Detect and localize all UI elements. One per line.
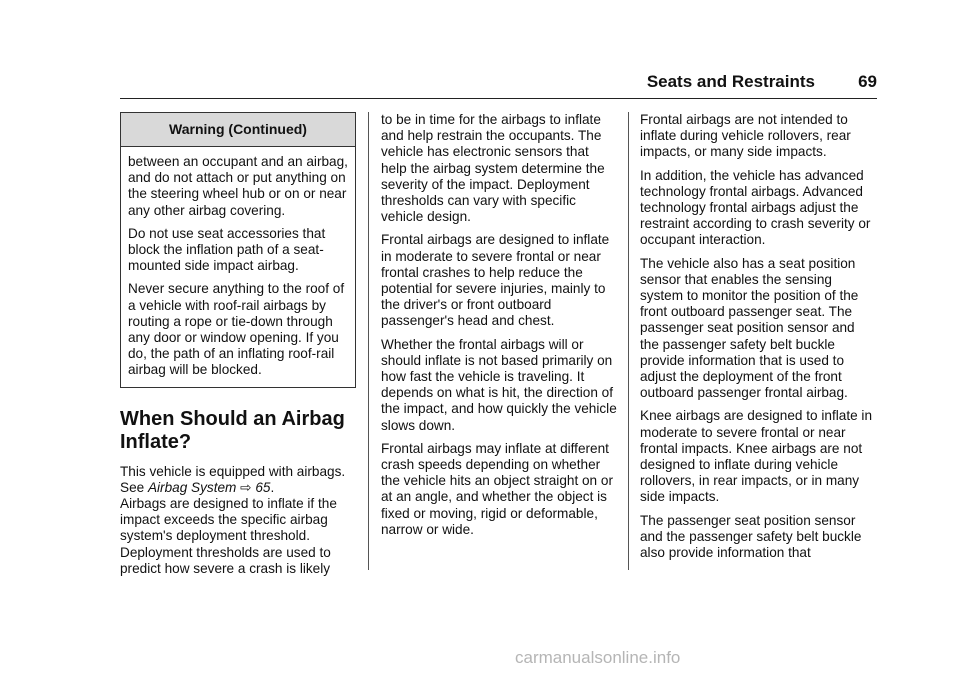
intro-text: This vehicle is equipped with airbags. See	[120, 463, 346, 495]
paragraph: The vehicle also has a seat position sensor that enables the sensing system to monitor the position of the front outboard passenger seat. The passenger seat position sensor and the passenger safety belt buckle provide information that is used to adjust the deployment of the front outboard passenger frontal airbag.	[640, 255, 859, 401]
section-heading: When Should an Airbag Inflate?	[120, 407, 345, 453]
paragraph: In addition, the vehicle has advanced technology frontal airbags. Advanced technology frontal airbags adjust the restraint according to crash severity or occupant interaction.	[640, 167, 871, 248]
column-divider	[368, 112, 369, 570]
intro-text-2: Airbags are designed to inflate if the impact exceeds the specific airbag system's deployment threshold. Deployment thresholds are used to predict how severe a crash is likely	[120, 496, 337, 576]
paragraph: Knee airbags are designed to inflate in moderate to severe frontal or near frontal impacts. Knee airbags are not designed to inflate during vehicle rollovers, in rear impacts, or in many side impacts.	[640, 408, 873, 505]
intro-paragraph	[120, 464, 356, 577]
page-ref-arrow-icon: ⇨	[236, 479, 256, 495]
column-2	[381, 112, 617, 545]
warning-box	[120, 112, 356, 388]
warning-body	[121, 147, 355, 387]
paragraph: Whether the frontal airbags will or should inflate is not based primarily on how fast the vehicle is traveling. It depends on what is hit, the direction of the impact, and how quickly the vehicle slows down.	[381, 336, 617, 433]
header-rule	[120, 98, 877, 99]
warning-paragraph: Do not use seat accessories that block the inflation path of a seat-mounted side impact airbag.	[128, 225, 326, 274]
watermark: carmanualsonline.info	[515, 648, 681, 667]
page-number: 69	[858, 72, 877, 91]
column-1	[120, 112, 356, 584]
airbag-system-link[interactable]: Airbag System	[147, 479, 237, 495]
page-ref-number[interactable]: 65	[255, 479, 271, 495]
warning-title: Warning (Continued)	[121, 113, 355, 147]
paragraph: Frontal airbags are designed to inflate in moderate to severe frontal or near frontal crashes to help reduce the potential for severe injuries, mainly to the driver's or front outboard passenger's head and chest.	[381, 232, 610, 329]
warning-paragraph: between an occupant and an airbag, and do not attach or put anything on the steering wheel hub or on or near any other airbag covering.	[128, 154, 348, 218]
paragraph: Frontal airbags are not intended to inflate during vehicle rollovers, rear impacts, or many side impacts.	[640, 112, 851, 160]
page-header	[120, 72, 877, 98]
column-3	[640, 112, 876, 568]
warning-paragraph: Never secure anything to the roof of a vehicle with roof-rail airbags by routing a rope or tie-down through any door or window opening. If you do, the path of an inflating roof-rail airbag will be blocked.	[128, 281, 345, 378]
paragraph: to be in time for the airbags to inflate and help restrain the occupants. The vehicle has electronic sensors that help the airbag system determine the severity of the impact. Deployment thresholds can vary with specific vehicle design.	[381, 112, 605, 225]
paragraph: Frontal airbags may inflate at different crash speeds depending on whether the vehicle hits an object straight on or at an angle, and whether the object is fixed or moving, rigid or deformable, narrow or wide.	[381, 440, 613, 537]
paragraph: The passenger seat position sensor and the passenger safety belt buckle also provide information that	[640, 512, 862, 561]
section-title: Seats and Restraints	[646, 72, 815, 91]
intro-period: .	[270, 479, 275, 495]
column-divider	[628, 112, 629, 570]
